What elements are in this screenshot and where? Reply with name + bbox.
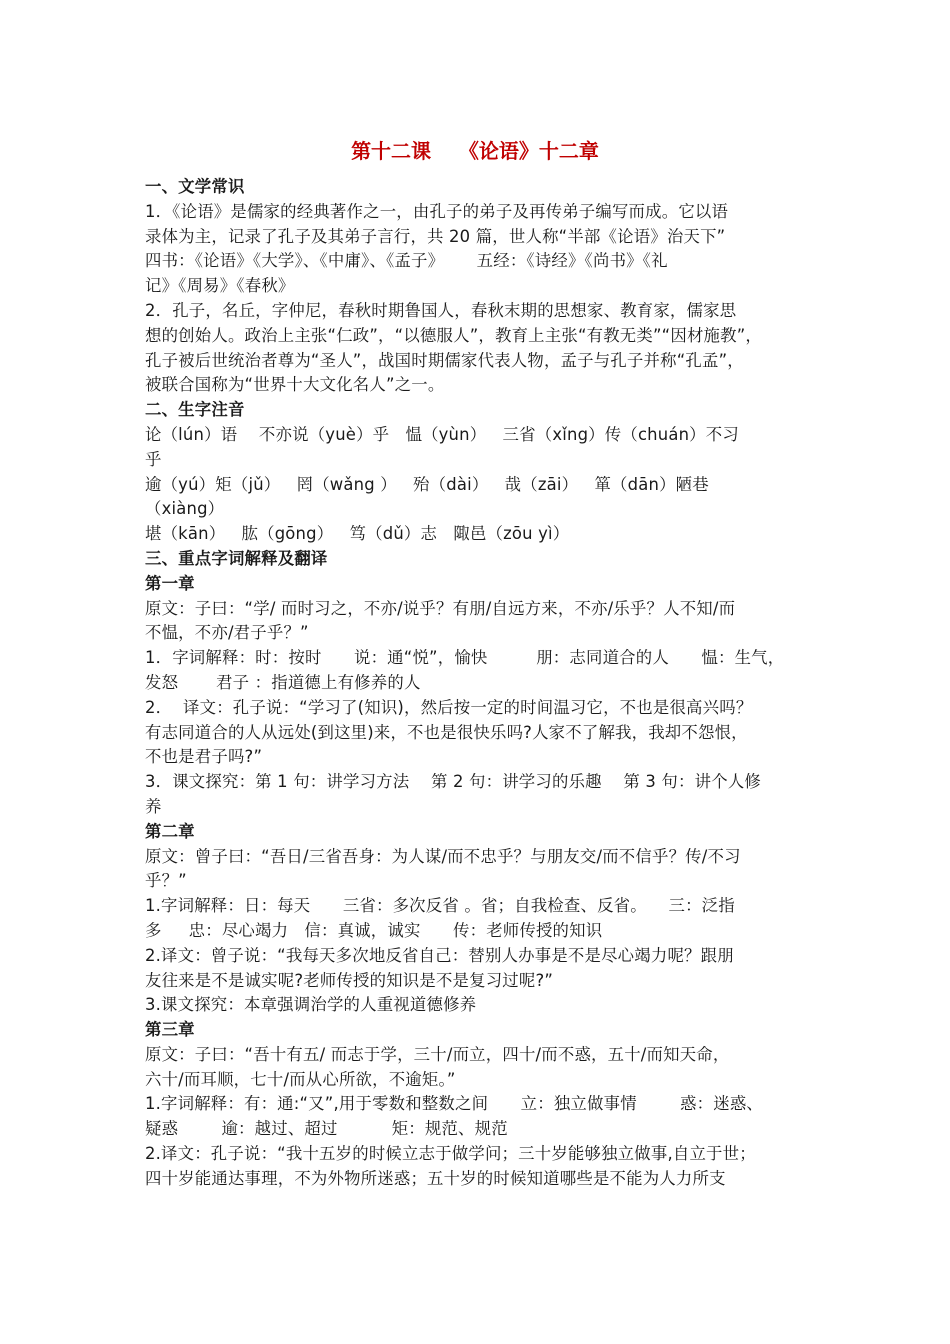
text-line: 2.译文：曾子说：“我每天多次地反省自己：替别人办事是不是尽心竭力呢？跟朋 <box>145 945 734 965</box>
section-heading: 一、文学常识 <box>145 177 245 196</box>
text-line: 四书：《论语》《大学》、《中庸》、《孟子》 五经：《诗经》《尚书》《礼 <box>145 251 668 271</box>
text-line: 原文：子曰：“学/ 而时习之，不亦/说乎？有朋/自远方来，不亦/乐乎？人不知/而 <box>145 598 736 618</box>
text-line: 2．孔子，名丘，字仲尼，春秋时期鲁国人，春秋末期的思想家、教育家，儒家思 <box>145 300 737 320</box>
text-line: 记》《周易》《春秋》 <box>145 276 295 296</box>
text-line: 多 忠：尽心竭力 信：真诚，诚实 传：老师传授的知识 <box>145 920 603 940</box>
text-line: 养 <box>145 796 162 816</box>
text-line: 堪（kān） 肱（gōng） 笃（dǔ）志 陬邑（zōu yì） <box>145 524 570 544</box>
text-line: 发怒 君子 ：指道德上有修养的人 <box>145 672 421 692</box>
section-heading: 二、生字注音 <box>145 400 245 420</box>
document-body <box>145 175 820 1192</box>
text-line: 论（lún）语 不亦说（yuè）乎 愠（yùn） 三省（xǐng）传（chuán）不习 <box>145 424 739 444</box>
text-line: 2.译文：孔子说：“我十五岁的时候立志于做学问；三十岁能够独立做事,自立于世； <box>145 1144 756 1164</box>
text-line: 逾（yú）矩（jǔ） 罔（wǎng ） 殆（dài） 哉（zāi） 箪（dān）陋巷 <box>145 474 709 494</box>
text-line: 乎 <box>145 449 162 469</box>
text-line: 不愠，不亦/君子乎？” <box>145 623 309 643</box>
text-line: 孔子被后世统治者尊为“圣人”，战国时期儒家代表人物，孟子与孔子并称“孔孟”， <box>145 350 744 370</box>
text-line: 1.字词解释：有：通:“又”,用于零数和整数之间 立：独立做事情 惑：迷惑、 <box>145 1094 764 1114</box>
text-line: 原文：子曰：“吾十有五/ 而志于学，三十/而立，四十/而不惑，五十/而知天命， <box>145 1044 730 1064</box>
text-line: 1．字词解释：时：按时 说：通“悦”，愉快 朋：志同道合的人 愠：生气， <box>145 648 785 668</box>
text-line: 2． 译文：孔子说：“学习了(知识)，然后按一定的时间温习它，不也是很高兴吗？ <box>145 697 753 717</box>
text-line: 被联合国称为“世界十大文化名人”之一。 <box>145 375 445 395</box>
text-line: 疑惑 逾：越过、超过 矩：规范、规范 <box>145 1119 508 1139</box>
text-line: 录体为主，记录了孔子及其弟子言行，共 20 篇，世人称“半部《论语》治天下” <box>145 226 726 246</box>
text-line: 不也是君子吗?” <box>145 747 263 767</box>
text-line: 3．课文探究：第 1 句：讲学习方法 第 2 句：讲学习的乐趣 第 3 句：讲个人修 <box>145 772 761 792</box>
text-line: 乎？” <box>145 871 187 891</box>
text-line: 1．《论语》是儒家的经典著作之一，由孔子的弟子及再传弟子编写而成。它以语 <box>145 201 729 221</box>
text-line: 有志同道合的人从远处(到这里)来，不也是很快乐吗?人家不了解我，我却不怨恨， <box>145 722 748 742</box>
text-line: 六十/而耳顺，七十/而从心所欲，不逾矩。” <box>145 1069 456 1089</box>
text-line: 四十岁能通达事理，不为外物所迷惑；五十岁的时候知道哪些是不能为人力所支 <box>145 1168 726 1188</box>
text-line: 友往来是不是诚实呢?老师传授的知识是不是复习过呢?” <box>145 970 554 990</box>
text-line: 3.课文探究：本章强调治学的人重视道德修养 <box>145 995 477 1015</box>
text-line: 1.字词解释：日：每天 三省：多次反省 。省；自我检查、反省。 三：泛指 <box>145 896 735 916</box>
section-heading: 第三章 <box>145 1020 195 1040</box>
section-heading: 第一章 <box>145 573 195 593</box>
document-title: 第十二课 《论语》十二章 <box>351 139 599 163</box>
section-heading: 第二章 <box>145 821 195 841</box>
section-heading: 三、重点字词解释及翻译 <box>145 548 328 568</box>
text-line: 原文：曾子曰：“吾日/三省吾身：为人谋/而不忠乎？与朋友交/而不信乎？传/不习 <box>145 846 741 866</box>
text-line: 想的创始人。政治上主张“仁政”，“以德服人”，教育上主张“有教无类”“因材施教”， <box>145 325 763 345</box>
text-line: （xiàng） <box>145 499 225 519</box>
